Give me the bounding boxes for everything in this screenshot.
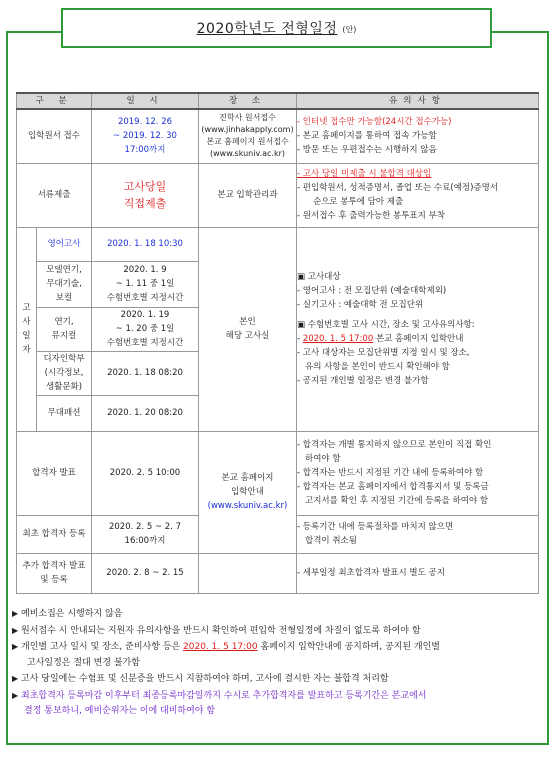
exam-label-line: 보컬 [55,293,73,303]
row-label-pass: 합격자 발표 [17,431,92,515]
exam-notes [297,227,539,431]
exam-group-char: 고 [22,303,31,313]
pass-note-3b: 고지서를 확인 후 지정된 기간에 등록을 하여야 함 [305,496,489,506]
exam-label-line: 모델연기, [46,265,82,275]
title-note: (안) [342,24,357,34]
exam-note-head-2: ▣ 수험번호별 고사 시간, 장소 및 고사유의사항: [297,320,475,330]
exam-group-char: 일 [22,331,31,341]
exam-label-line: (시각정보, [44,368,84,378]
exam-date-line: 2020. 1. 9 [123,265,167,275]
extra-note: - 세부일정 최초합격자 발표시 별도 공지 [297,553,539,593]
exam-group-label [17,227,37,431]
header-notes: 유의사항 [297,93,539,109]
footer-line-5 [12,688,542,705]
header-datetime: 일 시 [92,93,199,109]
docs-note-3: - 원서접수 후 출력가능한 봉투표지 부착 [297,211,445,221]
pass-note-1: - 합격자는 개별 통지하지 않으므로 본인이 직접 확인 [297,440,492,450]
exam-date-line: 2020. 1. 19 [120,310,170,320]
pass-place-2: 입학안내 [231,487,264,497]
bullet-icon: ▶ [12,642,19,651]
row-label-extra [17,553,92,593]
footer-text: 최초합격자 등록마감 이후부터 최종등록마감일까지 수시로 추가합격자를 발표하고 등록기간은 본교에서 [21,690,427,701]
final-date [92,515,199,553]
apply-place-3: 본교 홈페이지 원서접수 [206,137,289,147]
exam-place [199,227,297,431]
docs-note-2b: 순으로 봉투에 담아 제출 [313,197,404,207]
exam-note-3-date: 2020. 1. 5 17:00 [302,334,374,344]
exam-label-english: 영어고사 [37,227,92,261]
apply-note-3: - 방문 또는 우편접수는 시행하지 않음 [297,145,437,156]
pass-place [199,431,297,553]
apply-place-4[interactable]: (www.skuniv.ac.kr) [209,149,286,159]
apply-place-1: 진학사 원서접수 [219,113,276,123]
docs-date-1: 고사당일 [123,180,167,193]
extra-label-1: 추가 합격자 발표 [22,561,86,571]
table-header-row [17,93,539,109]
exam-date-english: 2020. 1. 18 10:30 [92,227,199,261]
exam-label-line: 연기, [54,317,74,327]
final-notes [297,515,539,553]
pass-date: 2020. 2. 5 10:00 [92,431,199,515]
exam-label-line: 뮤지컬 [51,331,77,341]
exam-note-5: - 공지된 개인별 일정은 변경 불가함 [297,376,429,386]
schedule-table [16,92,539,594]
extra-label-2: 및 등록 [40,575,68,585]
bullet-icon: ▶ [12,674,19,683]
extra-place [199,553,297,593]
footer-line-2 [12,623,542,640]
row-label-apply: 입학원서 접수 [17,109,92,163]
exam-note-2: - 실기고사 : 예술대학 전 모집단위 [297,300,424,310]
bullet-icon: ▶ [12,609,19,618]
exam-label-fashion: 무대패션 [37,395,92,431]
exam-place-2: 해당 고사실 [225,331,270,341]
exam-date-model [92,261,199,307]
footer-line-3 [12,639,542,656]
header-category: 구 분 [17,93,92,109]
exam-note-3-rest: 본교 홈페이지 입학안내 [375,334,464,344]
docs-place: 본교 입학관리과 [199,163,297,227]
docs-date [92,163,199,227]
apply-place [199,109,297,163]
exam-place-1: 본인 [239,317,256,327]
footer-notes [12,606,542,720]
exam-date-line: 수험번호별 지정시간 [106,293,184,303]
exam-date-line: 수험번호별 지정시간 [106,338,184,348]
pass-note-1b: 하여야 함 [305,454,341,464]
row-label-final: 최초 합격자 등록 [17,515,92,553]
exam-note-head-1: ▣ 고사대상 [297,272,341,282]
table-row [17,163,539,227]
footer-line-4 [12,671,542,688]
apply-date-2: ~ 2019. 12. 30 [113,131,177,142]
bullet-icon: ▶ [12,690,19,700]
exam-group-char: 사 [22,317,31,327]
footer-text: 고사 당일에는 수험표 및 신분증을 반드시 지참하여야 하며, 고사에 결시한 자는 불합격 처리함 [21,674,389,684]
docs-notes [297,163,539,227]
table-row [17,431,539,515]
apply-date-3: 17:00까지 [124,145,166,156]
final-date-2: 16:00까지 [124,536,166,546]
pass-note-2: - 합격자는 반드시 지정된 기간 내에 등록하여야 함 [297,468,484,478]
exam-note-4b: 유의 사항을 본인이 반드시 확인해야 함 [305,362,450,372]
apply-note-2: - 본교 홈페이지를 통하여 접속 가능함 [297,131,437,142]
docs-note-2: - 편입학원서, 성적증명서, 졸업 또는 수료(예정)증명서 [297,183,499,193]
exam-label-line: 무대기술, [46,279,82,289]
exam-label-model [37,261,92,307]
apply-date [92,109,199,163]
footer-text: 홈페이지 입학안내에 공지하며, 공지된 개인별 [257,642,440,652]
exam-label-line: 생활문화) [45,382,83,392]
exam-date-line: ~ 1. 11 중 1일 [115,279,175,289]
apply-date-1: 2019. 12. 26 [117,117,173,128]
exam-note-4: - 고사 대상자는 모집단위별 지정 일시 및 장소, [297,348,470,358]
exam-note-1: - 영어고사 : 전 모집단위 (예술대학제외) [297,286,447,296]
pass-notes [297,431,539,515]
docs-note-1: - 고사 당일 미제출 시 불합격 대상임 [297,169,432,179]
table-row [17,109,539,163]
final-note-1: - 등록기간 내에 등록절차를 마치지 않으면 [297,522,454,532]
apply-place-2[interactable]: (www.jinhakapply.com) [201,125,294,135]
footer-line-1 [12,606,542,623]
page-title: 2020학년도 전형일정 [196,21,338,37]
final-date-1: 2020. 2. 5 ~ 2. 7 [108,522,181,532]
exam-date-fashion: 2020. 1. 20 08:20 [92,395,199,431]
exam-group-char: 자 [22,345,31,355]
exam-label-line: 디자인학부 [43,354,85,364]
exam-date-acting [92,307,199,351]
footer-date: 2020. 1. 5 17:00 [183,642,258,652]
exam-label-design [37,351,92,395]
table-row [17,227,539,261]
exam-date-line: ~ 1. 20 중 1일 [115,324,175,334]
title-box [61,8,492,48]
apply-notes [297,109,539,163]
docs-date-2: 직접제출 [123,197,167,210]
extra-date: 2020. 2. 8 ~ 2. 15 [92,553,199,593]
apply-note-1: - 인터넷 접수만 가능함(24시간 접수가능) [297,117,452,128]
exam-note-3: - 2020. 1. 5 17:00 본교 홈페이지 입학안내 [297,334,464,344]
pass-place-1: 본교 홈페이지 [221,473,274,483]
footer-text: 예비소집은 시행하지 않음 [21,609,123,619]
row-label-docs: 서류제출 [17,163,92,227]
footer-text: 원서접수 시 안내되는 지원자 유의사항을 반드시 확인하여 편입학 전형일정에 차질이 없도록 하여야 함 [21,625,421,636]
footer-text: 개인별 고사 일시 및 장소, 준비사항 등은 [21,642,184,652]
footer-line-5b: 결정 통보하니, 예비순위자는 이에 대비하여야 함 [24,706,216,716]
header-place: 장 소 [199,93,297,109]
bullet-icon: ▶ [12,625,19,635]
pass-place-3[interactable]: (www.skuniv.ac.kr) [207,501,288,511]
table-row [17,553,539,593]
exam-label-acting [37,307,92,351]
final-note-1b: 합격이 취소됨 [305,536,357,546]
pass-note-3: - 합격자는 본교 홈페이지에서 합격통지서 및 등록금 [297,482,489,492]
exam-date-design: 2020. 1. 18 08:20 [92,351,199,395]
footer-line-3b: 고사일정은 절대 변경 불가함 [27,657,140,668]
